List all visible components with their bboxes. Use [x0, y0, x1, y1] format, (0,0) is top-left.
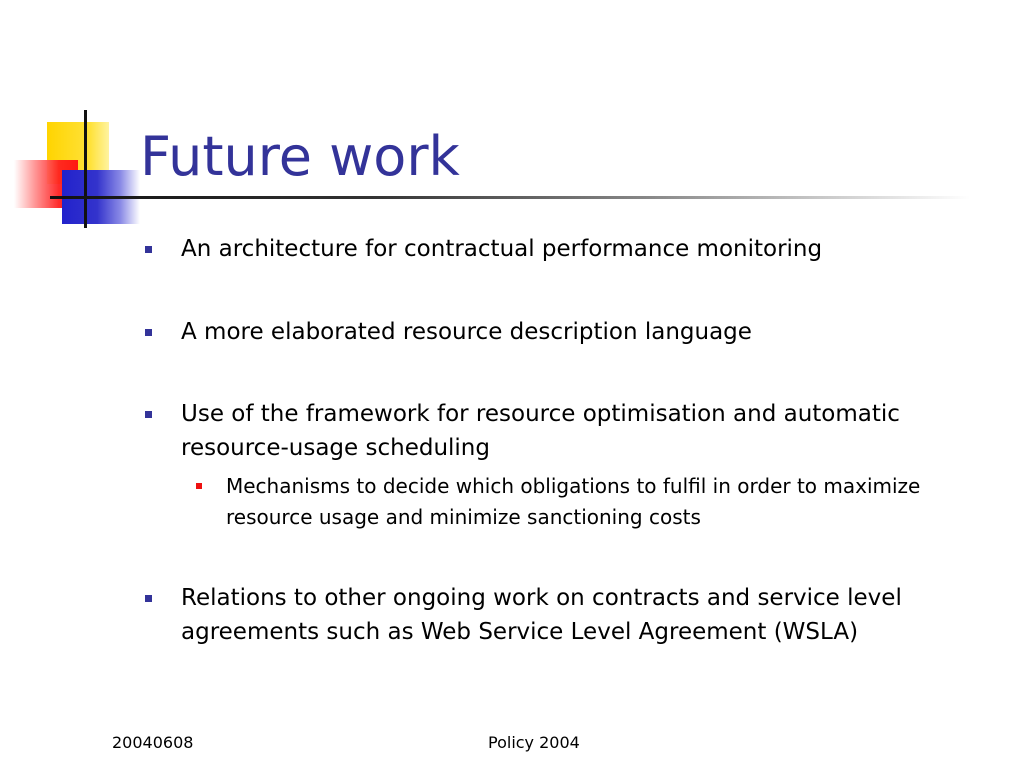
bullet-item [181, 232, 981, 266]
footer-title: Policy 2004 [488, 733, 580, 752]
bullet-text: A more elaborated resource description language [181, 319, 752, 345]
bullet-item [181, 397, 981, 465]
bullet-square-icon [145, 411, 152, 418]
sub-bullet-item [226, 471, 986, 533]
bullet-text: Use of the framework for resource optimisation and automatic resource-usage scheduling [181, 401, 900, 461]
bullet-text: Relations to other ongoing work on contracts and service level agreements such as Web Service Level Agreement (WSLA) [181, 585, 902, 645]
bullet-square-icon [145, 329, 152, 336]
bullet-square-icon [145, 595, 152, 602]
footer-date: 20040608 [112, 733, 194, 752]
bullet-item [181, 581, 981, 649]
bullet-item [181, 315, 981, 349]
bullet-text: An architecture for contractual performance monitoring [181, 236, 823, 262]
sub-bullet-square-icon [196, 483, 202, 489]
slide-title: Future work [140, 125, 460, 188]
bullet-square-icon [145, 246, 152, 253]
sub-bullet-text: Mechanisms to decide which obligations to fulfil in order to maximize resource usage and minimize sanctioning costs [226, 474, 921, 529]
